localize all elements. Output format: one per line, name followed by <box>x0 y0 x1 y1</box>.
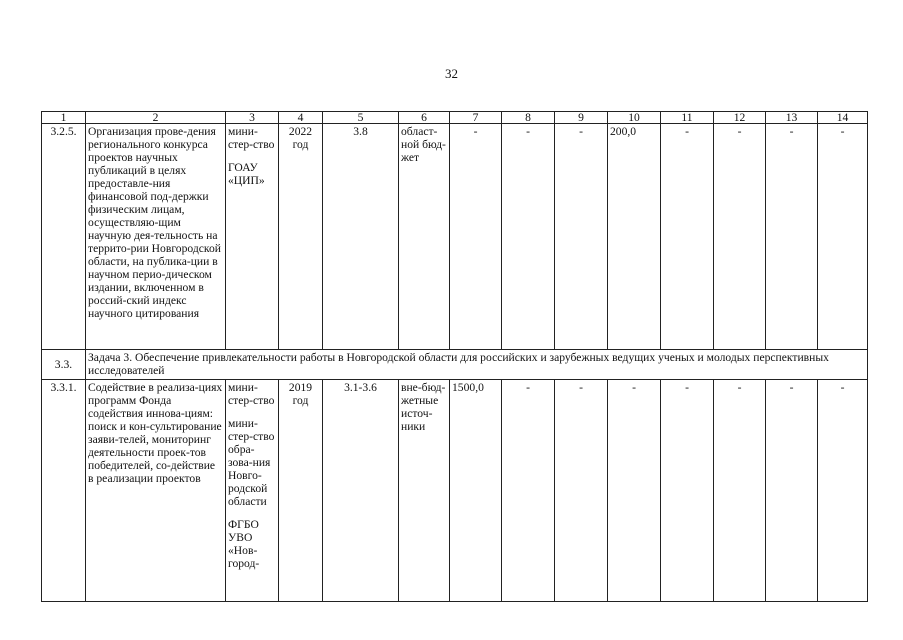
funding-source: вне-бюд-жетные источ-ники <box>399 380 450 602</box>
executor: мини-стер-ство <box>228 381 275 407</box>
value-cell: - <box>555 380 608 602</box>
value-cell: - <box>766 124 818 350</box>
executor: ФГБО УВО «Нов-город- <box>228 518 260 570</box>
program-table <box>41 111 868 602</box>
value-cell: - <box>555 124 608 350</box>
column-header: 1 <box>42 112 86 124</box>
page-number: 32 <box>445 66 458 81</box>
value-cell: - <box>661 380 714 602</box>
value-cell: 200,0 <box>608 124 661 350</box>
value-cell: - <box>661 124 714 350</box>
column-header: 7 <box>450 112 502 124</box>
row-number: 3.3. <box>42 350 86 380</box>
funding-source: област-ной бюд-жет <box>399 124 450 350</box>
table-row-3-2-5 <box>42 124 868 350</box>
target-indicator: 3.1-3.6 <box>323 380 399 602</box>
column-header: 4 <box>279 112 323 124</box>
column-header: 9 <box>555 112 608 124</box>
executors-cell <box>226 124 279 350</box>
value-cell: - <box>608 380 661 602</box>
column-header: 2 <box>86 112 226 124</box>
header-row <box>42 112 868 124</box>
value-cell: - <box>714 380 766 602</box>
column-header: 5 <box>323 112 399 124</box>
value-cell: - <box>818 380 868 602</box>
column-header: 10 <box>608 112 661 124</box>
column-header: 11 <box>661 112 714 124</box>
measure-description: Организация прове-дения регионального конкурса проектов научных публикаций в целях предоставле-ния финансовой под-держки физическим лицам, осуществляю-щим научную дея-тельность на террито-рии Новгородской области, на публика-ции в научном перио-дическом издании, включенном в россий-ский индекс научного цитирования <box>86 124 226 350</box>
column-header: 6 <box>399 112 450 124</box>
executor: ГОАУ «ЦИП» <box>228 161 265 187</box>
task-heading: Задача 3. Обеспечение привлекательности работы в Новгородской области для российских и зарубежных ведущих ученых и молодых перспективных исследователей <box>86 350 868 380</box>
table-row-3-3-1 <box>42 380 868 602</box>
value-cell: - <box>714 124 766 350</box>
executor: мини-стер-ство <box>228 125 275 151</box>
year-cell: 2019 год <box>279 380 323 602</box>
measure-description: Содействие в реализа-циях программ Фонда содействия иннова-циям: поиск и кон-сультирование заяви-телей, мониторинг деятельности проек-тов победителей, со-действие в реализации проектов <box>86 380 226 602</box>
column-header: 12 <box>714 112 766 124</box>
row-number: 3.2.5. <box>42 124 86 350</box>
column-header: 13 <box>766 112 818 124</box>
target-indicator: 3.8 <box>323 124 399 350</box>
row-number: 3.3.1. <box>42 380 86 602</box>
value-cell: 1500,0 <box>450 380 502 602</box>
value-cell: - <box>502 124 555 350</box>
table-row-3-3 <box>42 350 868 380</box>
year-cell: 2022 год <box>279 124 323 350</box>
value-cell: - <box>818 124 868 350</box>
column-header: 14 <box>818 112 868 124</box>
value-cell: - <box>450 124 502 350</box>
column-header: 8 <box>502 112 555 124</box>
value-cell: - <box>766 380 818 602</box>
value-cell: - <box>502 380 555 602</box>
executor: мини-стер-ство обра-зова-ния Новго-родской области <box>228 417 275 508</box>
column-header: 3 <box>226 112 279 124</box>
executors-cell <box>226 380 279 602</box>
